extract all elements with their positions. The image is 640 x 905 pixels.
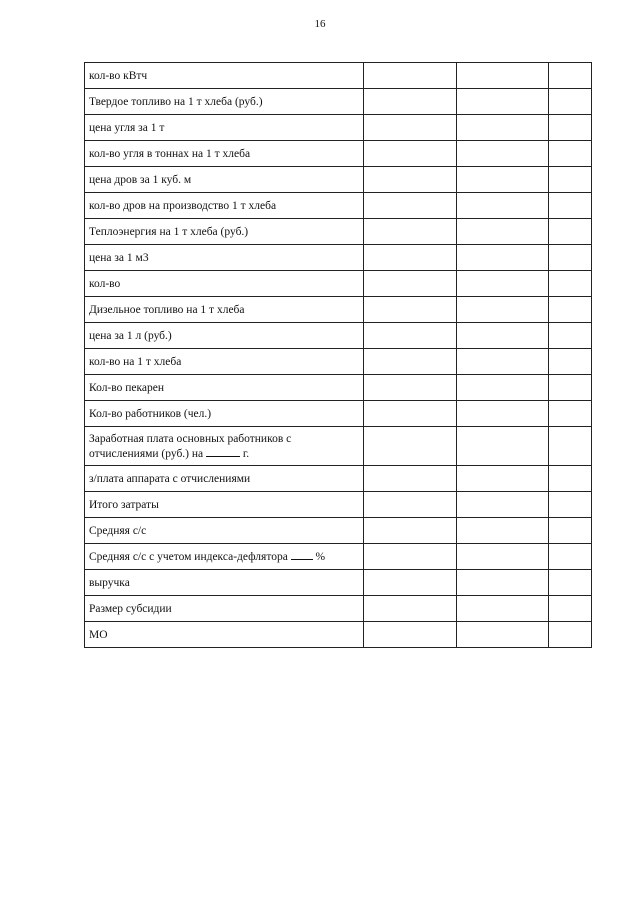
value-cell (364, 427, 457, 466)
value-cell (364, 466, 457, 492)
table-row (85, 544, 592, 570)
row-label: Размер субсидии (85, 596, 364, 622)
row-label: кол-во (85, 271, 364, 297)
table-row (85, 271, 592, 297)
row-label: кол-во дров на производство 1 т хлеба (85, 193, 364, 219)
row-label: кол-во на 1 т хлеба (85, 349, 364, 375)
row-label: Кол-во работников (чел.) (85, 401, 364, 427)
row-label: кол-во кВтч (85, 63, 364, 89)
value-cell (549, 219, 592, 245)
value-cell (457, 89, 549, 115)
row-label-line1: Заработная плата основных работников с (89, 432, 292, 445)
value-cell (549, 401, 592, 427)
table-row (85, 219, 592, 245)
table-row (85, 193, 592, 219)
value-cell (549, 622, 592, 648)
row-label: Дизельное топливо на 1 т хлеба (85, 297, 364, 323)
value-cell (457, 466, 549, 492)
value-cell (364, 492, 457, 518)
row-label: цена за 1 м3 (85, 245, 364, 271)
value-cell (549, 193, 592, 219)
table-row (85, 401, 592, 427)
value-cell (364, 193, 457, 219)
value-cell (457, 401, 549, 427)
value-cell (549, 570, 592, 596)
row-label-line2-suffix: г. (242, 447, 250, 460)
page-number: 16 (314, 18, 326, 30)
row-label (85, 427, 364, 466)
value-cell (457, 193, 549, 219)
value-cell (457, 219, 549, 245)
table-row (85, 297, 592, 323)
value-cell (549, 596, 592, 622)
row-label: МО (85, 622, 364, 648)
deflator-blank (291, 549, 313, 560)
value-cell (364, 219, 457, 245)
value-cell (549, 167, 592, 193)
table-row (85, 596, 592, 622)
table-row (85, 167, 592, 193)
value-cell (549, 492, 592, 518)
row-label: цена за 1 л (руб.) (85, 323, 364, 349)
value-cell (364, 349, 457, 375)
cost-table (84, 62, 592, 648)
row-label: Итого затраты (85, 492, 364, 518)
table-row (85, 492, 592, 518)
value-cell (457, 622, 549, 648)
value-cell (549, 466, 592, 492)
row-label-line2-prefix: отчислениями (руб.) на (89, 447, 204, 460)
table-row (85, 518, 592, 544)
row-label: кол-во угля в тоннах на 1 т хлеба (85, 141, 364, 167)
table-row (85, 349, 592, 375)
table-row (85, 466, 592, 492)
table-row (85, 141, 592, 167)
value-cell (364, 518, 457, 544)
value-cell (457, 245, 549, 271)
value-cell (457, 596, 549, 622)
row-label: Теплоэнергия на 1 т хлеба (руб.) (85, 219, 364, 245)
value-cell (549, 518, 592, 544)
value-cell (457, 492, 549, 518)
value-cell (549, 323, 592, 349)
value-cell (364, 544, 457, 570)
value-cell (549, 115, 592, 141)
table-row (85, 570, 592, 596)
value-cell (364, 570, 457, 596)
value-cell (549, 427, 592, 466)
table-row (85, 427, 592, 466)
value-cell (364, 297, 457, 323)
value-cell (457, 141, 549, 167)
value-cell (457, 349, 549, 375)
row-label: Кол-во пекарен (85, 375, 364, 401)
value-cell (549, 63, 592, 89)
value-cell (364, 596, 457, 622)
value-cell (457, 115, 549, 141)
value-cell (457, 323, 549, 349)
row-label: цена угля за 1 т (85, 115, 364, 141)
value-cell (457, 518, 549, 544)
value-cell (549, 271, 592, 297)
table-row (85, 89, 592, 115)
value-cell (457, 63, 549, 89)
value-cell (549, 375, 592, 401)
row-label: з/плата аппарата с отчислениями (85, 466, 364, 492)
value-cell (549, 89, 592, 115)
value-cell (457, 271, 549, 297)
value-cell (364, 323, 457, 349)
value-cell (549, 141, 592, 167)
row-label-suffix: % (315, 551, 326, 563)
table-row (85, 245, 592, 271)
row-label (85, 544, 364, 570)
table-row (85, 622, 592, 648)
value-cell (549, 297, 592, 323)
table-row (85, 375, 592, 401)
value-cell (364, 271, 457, 297)
value-cell (549, 349, 592, 375)
value-cell (364, 401, 457, 427)
value-cell (549, 544, 592, 570)
value-cell (364, 89, 457, 115)
value-cell (549, 245, 592, 271)
value-cell (364, 245, 457, 271)
value-cell (364, 375, 457, 401)
table-row (85, 115, 592, 141)
value-cell (364, 141, 457, 167)
row-label: цена дров за 1 куб. м (85, 167, 364, 193)
value-cell (457, 570, 549, 596)
row-label-prefix: Средняя с/с с учетом индекса-дефлятора (89, 551, 288, 563)
table-row (85, 323, 592, 349)
row-label: Твердое топливо на 1 т хлеба (руб.) (85, 89, 364, 115)
value-cell (364, 115, 457, 141)
row-label: выручка (85, 570, 364, 596)
value-cell (457, 167, 549, 193)
value-cell (364, 63, 457, 89)
value-cell (364, 622, 457, 648)
value-cell (457, 544, 549, 570)
value-cell (457, 297, 549, 323)
value-cell (364, 167, 457, 193)
row-label: Средняя с/с (85, 518, 364, 544)
table-row (85, 63, 592, 89)
value-cell (457, 375, 549, 401)
value-cell (457, 427, 549, 466)
year-blank (206, 446, 240, 457)
